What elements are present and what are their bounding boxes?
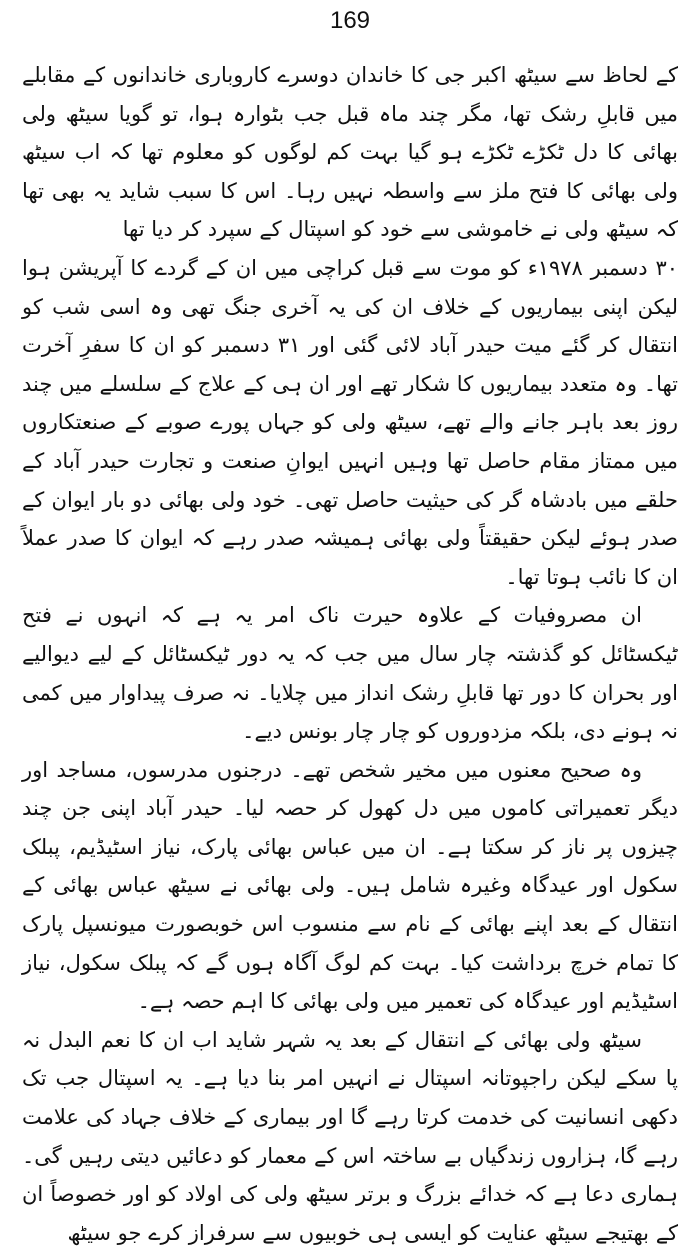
paragraph-family-business: کے لحاظ سے سیٹھ اکبر جی کا خاندان دوسرے کاروباری خاندانوں کے مقابلے میں قابلِ رشک تھا، مگر چند ماہ قبل جب بٹوارہ ہوا، تو گویا سیٹھ ولی بھائی کا دل ٹکڑے ٹکڑے ہو گیا بہت کم لوگوں کو معلوم تھا کہ اب سیٹھ ولی بھائی کا فتح ملز سے واسطہ نہیں رہا۔ اس کا سبب شاید یہ بھی تھا کہ سیٹھ ولی نے خاموشی سے خود کو اسپتال کے سپرد کر دیا تھا	[22, 63, 678, 242]
page-body	[22, 56, 678, 1252]
paragraph-philanthropy: وہ صحیح معنوں میں مخیر شخص تھے۔ درجنوں مدرسوں، مساجد اور دیگر تعمیراتی کاموں میں دل کھول کر حصہ لیا۔ حیدر آباد اپنی جن چند چیزوں پر ناز کر سکتا ہے۔ ان میں عباس بھائی پارک، نیاز اسٹیڈیم، پبلک سکول اور عیدگاہ وغیرہ شامل ہیں۔ ولی بھائی نے سیٹھ عباس بھائی کے انتقال کے بعد اپنے بھائی کے نام سے منسوب اس خوبصورت میونسپل پارک کا تمام خرچ برداشت کیا۔ بہت کم لوگ آگاہ ہوں گے کہ پبلک سکول، نیاز اسٹیڈیم اور عیدگاہ کی تعمیر میں ولی بھائی کا اہم حصہ ہے۔	[22, 757, 678, 1014]
paragraph-hospital-legacy: سیٹھ ولی بھائی کے انتقال کے بعد یہ شہر شاید اب ان کا نعم البدل نہ پا سکے لیکن راجپوتانہ اسپتال نے انہیں امر بنا دیا ہے۔ یہ اسپتال جب تک دکھی انسانیت کی خدمت کرتا رہے گا اور بیماری کے خلاف جہاد کی علامت رہے گا، ہزاروں زندگیاں بے ساختہ اس کے معمار کو دعائیں دیتی رہیں گی۔ ہماری دعا ہے کہ خدائے بزرگ و برتر سیٹھ ولی کی اولاد کو اور خصوصاً ان کے بھتیجے سیٹھ عنایت کو ایسی ہی خوبیوں سے سرفراز کرے جو سیٹھ	[22, 1027, 678, 1245]
page-number: 169	[329, 7, 371, 34]
paragraph-death-and-chamber: ۳۰ دسمبر ۱۹۷۸ء کو موت سے قبل کراچی میں ان کے گردے کا آپریشن ہوا لیکن اپنی بیماریوں کے خلاف ان کی یہ آخری جنگ تھی وہ اسی شب کو انتقال کر گئے میت حیدر آباد لائی گئی اور ۳۱ دسمبر کو ان کا سفرِ آخرت تھا۔ وہ متعدد بیماریوں کا شکار تھے اور ان ہی کے علاج کے سلسلے میں چند روز بعد باہر جانے والے تھے، سیٹھ ولی کو جہاں پورے صوبے کے صنعتکاروں میں ممتاز مقام حاصل تھا وہیں انہیں ایوانِ صنعت و تجارت حیدر آباد کے حلقے میں بادشاہ گر کی حیثیت حاصل تھی۔ خود ولی بھائی دو بار ایوان کے صدر ہوئے لیکن حقیقتاً ولی بھائی ہمیشہ صدر رہے کہ ایوان کا صدر عملاً ان کا نائب ہوتا تھا۔	[22, 255, 678, 589]
paragraph-textile-management: ان مصروفیات کے علاوہ حیرت ناک امر یہ ہے کہ انہوں نے فتح ٹیکسٹائل کو گذشتہ چار سال میں جب کہ یہ دور ٹیکسٹائل کے لیے دیوالیے اور بحران کا دور تھا قابلِ رشک انداز میں چلایا۔ نہ صرف پیداوار میں کمی نہ ہونے دی، بلکہ مزدوروں کو چار چار بونس دیے۔	[22, 603, 678, 744]
